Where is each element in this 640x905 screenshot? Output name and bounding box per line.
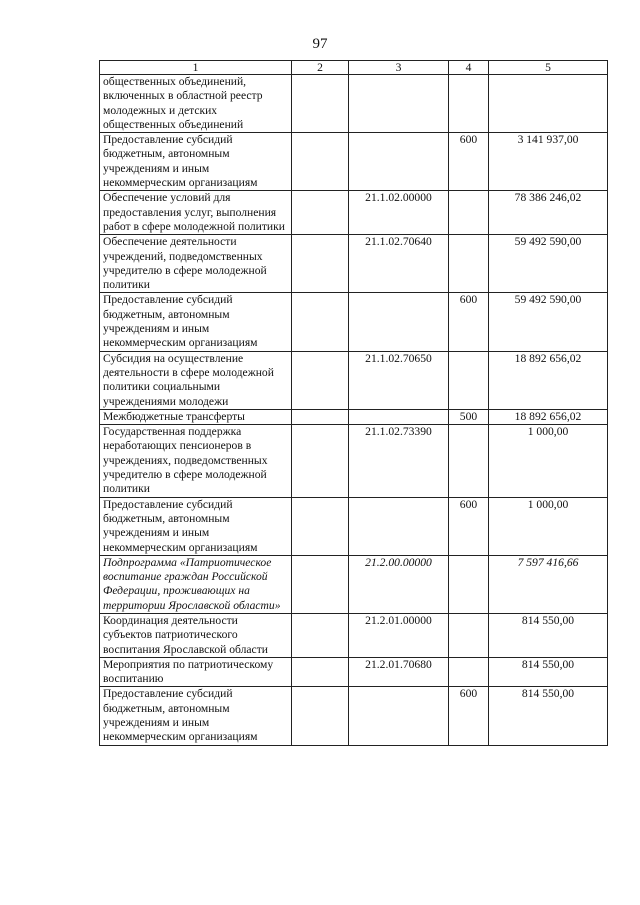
column-header-4: 4 <box>449 61 489 75</box>
row-code <box>349 293 449 351</box>
row-amount: 59 492 590,00 <box>489 235 608 293</box>
row-amount: 1 000,00 <box>489 425 608 497</box>
table-row <box>100 425 608 497</box>
row-expense-type <box>449 613 489 657</box>
row-amount: 18 892 656,02 <box>489 351 608 409</box>
row-code: 21.2.00.00000 <box>349 555 449 613</box>
table-row <box>100 351 608 409</box>
page-number: 97 <box>312 36 328 52</box>
row-column-2 <box>292 497 349 555</box>
row-amount: 1 000,00 <box>489 497 608 555</box>
row-name: Обеспечение деятельности учреждений, подведомственных учредителю в сфере молодежной политики <box>100 235 292 293</box>
row-name: общественных объединений, включенных в областной реестр молодежных и детских общественных объединений <box>100 75 292 133</box>
table-row <box>100 75 608 133</box>
row-column-2 <box>292 409 349 424</box>
row-name: Предоставление субсидий бюджетным, автономным учреждениям и иным некоммерческим организациям <box>100 497 292 555</box>
row-code <box>349 75 449 133</box>
row-name: Координация деятельности субъектов патриотического воспитания Ярославской области <box>100 613 292 657</box>
row-name: Мероприятия по патриотическому воспитанию <box>100 657 292 687</box>
table-row <box>100 613 608 657</box>
row-name: Субсидия на осуществление деятельности в сфере молодежной политики социальными учреждениями молодежи <box>100 351 292 409</box>
row-name: Предоставление субсидий бюджетным, автономным учреждениям и иным некоммерческим организациям <box>100 293 292 351</box>
row-expense-type <box>449 75 489 133</box>
row-name: Обеспечение условий для предоставления услуг, выполнения работ в сфере молодежной политики <box>100 191 292 235</box>
row-expense-type: 600 <box>449 293 489 351</box>
row-code: 21.1.02.70640 <box>349 235 449 293</box>
row-code <box>349 133 449 191</box>
row-code <box>349 409 449 424</box>
table-row <box>100 191 608 235</box>
row-expense-type: 600 <box>449 497 489 555</box>
row-amount: 18 892 656,02 <box>489 409 608 424</box>
column-header-5: 5 <box>489 61 608 75</box>
table-row <box>100 409 608 424</box>
row-code: 21.1.02.00000 <box>349 191 449 235</box>
row-column-2 <box>292 133 349 191</box>
column-header-2: 2 <box>292 61 349 75</box>
row-name: Подпрограмма «Патриотическое воспитание граждан Российской Федерации, проживающих на территории Ярославской области» <box>100 555 292 613</box>
row-column-2 <box>292 687 349 745</box>
row-code: 21.1.02.73390 <box>349 425 449 497</box>
table-row <box>100 293 608 351</box>
header-row <box>100 61 608 75</box>
table-row <box>100 497 608 555</box>
row-expense-type <box>449 555 489 613</box>
table-row <box>100 657 608 687</box>
table-header <box>100 61 608 75</box>
row-amount: 78 386 246,02 <box>489 191 608 235</box>
row-column-2 <box>292 191 349 235</box>
row-column-2 <box>292 613 349 657</box>
budget-table <box>99 60 608 746</box>
row-amount: 3 141 937,00 <box>489 133 608 191</box>
row-amount: 814 550,00 <box>489 657 608 687</box>
table-row <box>100 235 608 293</box>
row-column-2 <box>292 75 349 133</box>
table-row <box>100 133 608 191</box>
row-name: Межбюджетные трансферты <box>100 409 292 424</box>
table-row <box>100 687 608 745</box>
row-amount: 814 550,00 <box>489 613 608 657</box>
row-expense-type <box>449 425 489 497</box>
row-column-2 <box>292 351 349 409</box>
row-column-2 <box>292 235 349 293</box>
row-name: Государственная поддержка неработающих пенсионеров в учреждениях, подведомственных учредителю в сфере молодежной политики <box>100 425 292 497</box>
row-code <box>349 687 449 745</box>
row-expense-type <box>449 351 489 409</box>
row-code: 21.1.02.70650 <box>349 351 449 409</box>
row-name: Предоставление субсидий бюджетным, автономным учреждениям и иным некоммерческим организациям <box>100 133 292 191</box>
row-name: Предоставление субсидий бюджетным, автономным учреждениям и иным некоммерческим организациям <box>100 687 292 745</box>
table-row <box>100 555 608 613</box>
row-expense-type: 600 <box>449 687 489 745</box>
column-header-1: 1 <box>100 61 292 75</box>
row-amount <box>489 75 608 133</box>
column-header-3: 3 <box>349 61 449 75</box>
row-column-2 <box>292 657 349 687</box>
row-code <box>349 497 449 555</box>
row-amount: 814 550,00 <box>489 687 608 745</box>
row-expense-type <box>449 191 489 235</box>
table-body <box>100 75 608 746</box>
row-code: 21.2.01.00000 <box>349 613 449 657</box>
row-expense-type: 500 <box>449 409 489 424</box>
row-column-2 <box>292 555 349 613</box>
row-code: 21.2.01.70680 <box>349 657 449 687</box>
row-expense-type <box>449 235 489 293</box>
row-amount: 59 492 590,00 <box>489 293 608 351</box>
row-expense-type <box>449 657 489 687</box>
row-column-2 <box>292 293 349 351</box>
row-column-2 <box>292 425 349 497</box>
row-expense-type: 600 <box>449 133 489 191</box>
row-amount: 7 597 416,66 <box>489 555 608 613</box>
